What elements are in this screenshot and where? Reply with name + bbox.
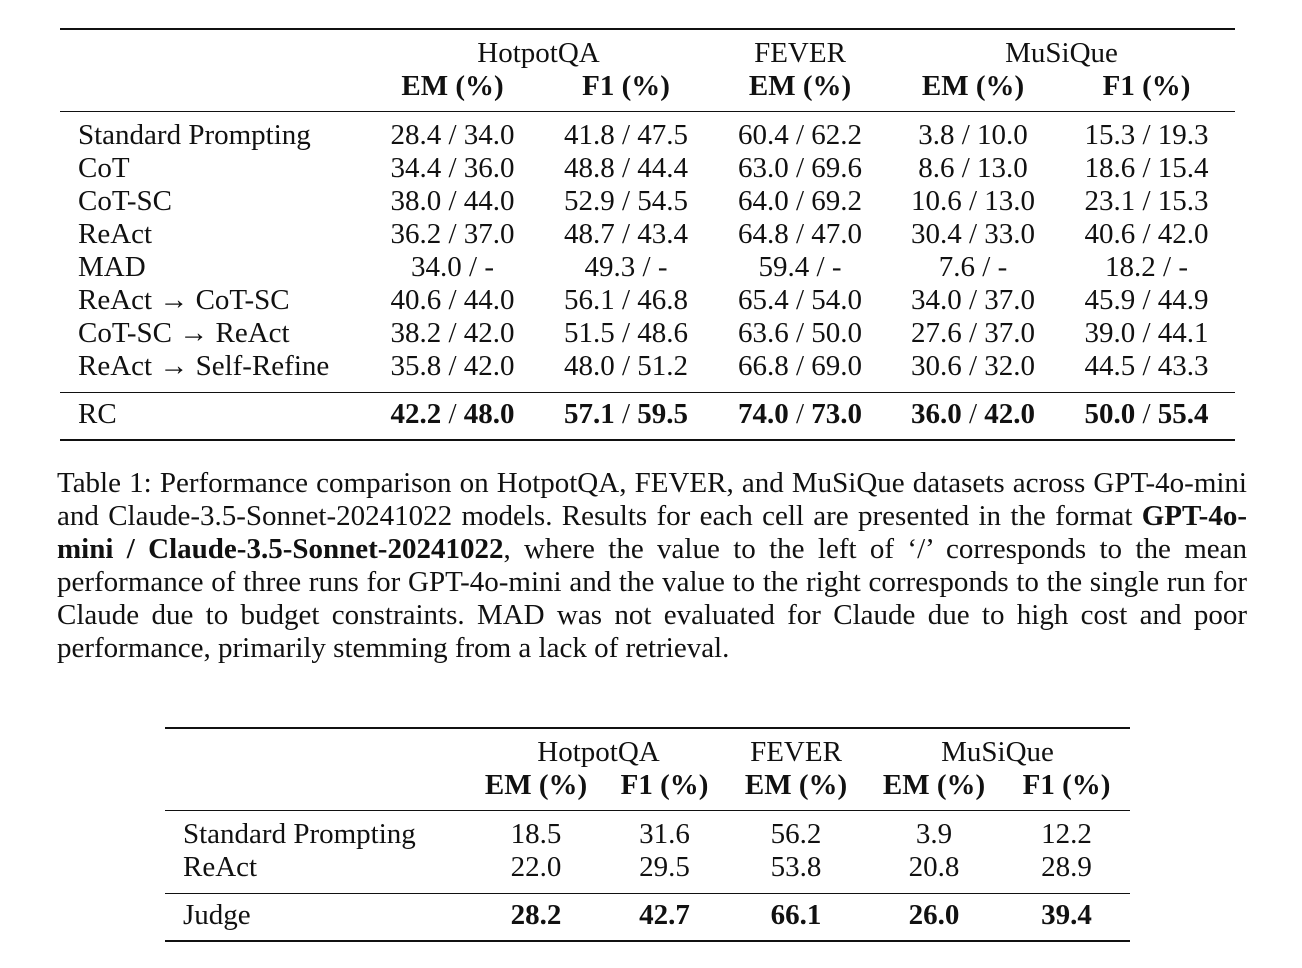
table-row bbox=[165, 811, 1130, 852]
table-1-subheader-row bbox=[60, 70, 1235, 112]
result-cell: 18.5 bbox=[510, 818, 562, 850]
table-row bbox=[165, 851, 1130, 894]
table-2-subheader-row bbox=[165, 769, 1130, 811]
result-cell: 40.6 / 44.0 bbox=[390, 284, 515, 316]
result-cell: 15.3 / 19.3 bbox=[1084, 119, 1209, 151]
table-row bbox=[60, 218, 1235, 251]
subheader-hotpotqa-em: EM (%) bbox=[401, 70, 504, 102]
group-header-musique: MuSiQue bbox=[1005, 37, 1118, 69]
result-cell: 27.6 / 37.0 bbox=[910, 317, 1036, 349]
table-row-rc bbox=[60, 393, 1235, 441]
result-cell: 63.6 / 50.0 bbox=[737, 317, 863, 349]
subheader-hotpotqa-em: EM (%) bbox=[484, 769, 588, 801]
gpt-value: 42.2 bbox=[390, 398, 442, 430]
header-spacer bbox=[165, 769, 470, 811]
method-name: CoT-SC bbox=[78, 185, 173, 217]
subheader-fever-em: EM (%) bbox=[744, 769, 848, 801]
gpt-value: 50.0 bbox=[1084, 398, 1136, 430]
claude-value: 73.0 bbox=[811, 398, 863, 430]
result-cell: 64.0 / 69.2 bbox=[737, 185, 863, 217]
result-cell: 44.5 / 43.3 bbox=[1084, 350, 1209, 382]
result-cell: 18.2 / - bbox=[1105, 251, 1188, 283]
result-cell: 30.4 / 33.0 bbox=[910, 218, 1036, 250]
result-cell: 38.0 / 44.0 bbox=[390, 185, 515, 217]
result-cell: 20.8 bbox=[908, 851, 960, 883]
result-cell: 51.5 / 48.6 bbox=[563, 317, 689, 349]
caption-format-bold: GPT-4o-mini / Claude-3.5-Sonnet-20241022 bbox=[57, 500, 1247, 565]
result-cell: 63.0 / 69.6 bbox=[737, 152, 863, 184]
result-cell: 66.1 bbox=[770, 899, 822, 931]
claude-value: 42.0 bbox=[984, 398, 1036, 430]
table-row bbox=[60, 284, 1235, 317]
result-cell: 38.2 / 42.0 bbox=[390, 317, 515, 349]
subheader-musique-f1: F1 (%) bbox=[1102, 70, 1191, 102]
table-1-group-header-row bbox=[60, 29, 1235, 70]
subheader-hotpotqa-f1: F1 (%) bbox=[620, 769, 709, 801]
result-cell: 30.6 / 32.0 bbox=[910, 350, 1036, 382]
result-cell: 12.2 bbox=[1041, 818, 1092, 850]
result-cell: 28.2 bbox=[510, 899, 562, 931]
table-row bbox=[60, 112, 1235, 153]
table-2-group-header-row bbox=[165, 728, 1130, 769]
group-header-musique: MuSiQue bbox=[941, 736, 1054, 768]
table-1 bbox=[60, 28, 1235, 441]
result-cell: 3.8 / 10.0 bbox=[918, 119, 1028, 151]
result-cell: 8.6 / 13.0 bbox=[918, 152, 1028, 184]
method-name: CoT-SC → ReAct bbox=[78, 317, 290, 349]
result-cell: 66.8 / 69.0 bbox=[737, 350, 863, 382]
result-cell: 53.8 bbox=[770, 851, 822, 883]
table-row bbox=[60, 185, 1235, 218]
subheader-musique-f1: F1 (%) bbox=[1022, 769, 1111, 801]
result-cell: 31.6 bbox=[639, 818, 690, 850]
method-name: Judge bbox=[183, 899, 251, 931]
result-cell: 36.0 / 42.0 bbox=[910, 398, 1036, 430]
result-cell: 48.8 / 44.4 bbox=[563, 152, 689, 184]
result-cell: 34.0 / - bbox=[411, 251, 494, 283]
table-row-judge bbox=[165, 894, 1130, 942]
result-cell: 49.3 / - bbox=[584, 251, 668, 283]
result-cell: 64.8 / 47.0 bbox=[737, 218, 863, 250]
result-cell: 40.6 / 42.0 bbox=[1084, 218, 1209, 250]
results-table-1 bbox=[60, 28, 1235, 441]
method-name: ReAct bbox=[183, 851, 258, 883]
caption-text-1: Table 1: Performance comparison on HotpotQA, FEVER, and MuSiQue datasets across GPT-4o-mini and Claude-3.5-Sonnet-20241022 models. Results for each cell are presented in the format bbox=[57, 467, 1247, 532]
result-cell: 65.4 / 54.0 bbox=[737, 284, 863, 316]
table-1-caption bbox=[57, 467, 1247, 665]
subheader-musique-em: EM (%) bbox=[882, 769, 986, 801]
result-cell: 42.2 / 48.0 bbox=[390, 398, 515, 430]
result-cell: 42.7 bbox=[639, 899, 690, 931]
result-cell: 39.0 / 44.1 bbox=[1084, 317, 1209, 349]
table-row bbox=[60, 152, 1235, 185]
method-name: Standard Prompting bbox=[78, 119, 311, 151]
group-header-hotpotqa: HotpotQA bbox=[537, 736, 660, 768]
claude-value: 59.5 bbox=[637, 398, 689, 430]
result-cell: 57.1 / 59.5 bbox=[563, 398, 689, 430]
claude-value: 55.4 bbox=[1157, 398, 1209, 430]
method-name: ReAct → Self-Refine bbox=[78, 350, 330, 382]
result-cell: 48.0 / 51.2 bbox=[563, 350, 689, 382]
result-cell: 60.4 / 62.2 bbox=[737, 119, 863, 151]
result-cell: 39.4 bbox=[1041, 899, 1092, 931]
subheader-fever-em: EM (%) bbox=[748, 70, 852, 102]
result-cell: 56.2 bbox=[770, 818, 822, 850]
method-name: CoT bbox=[78, 152, 130, 184]
result-cell: 50.0 / 55.4 bbox=[1084, 398, 1209, 430]
table-row bbox=[60, 251, 1235, 284]
method-name: MAD bbox=[78, 251, 146, 283]
table-row bbox=[60, 350, 1235, 393]
group-header-fever: FEVER bbox=[754, 37, 846, 69]
result-cell: 59.4 / - bbox=[758, 251, 842, 283]
result-cell: 28.4 / 34.0 bbox=[390, 119, 515, 151]
result-cell: 29.5 bbox=[639, 851, 690, 883]
result-cell: 74.0 / 73.0 bbox=[737, 398, 863, 430]
result-cell: 18.6 / 15.4 bbox=[1084, 152, 1209, 184]
table-2 bbox=[165, 727, 1130, 942]
gpt-value: 57.1 bbox=[563, 398, 615, 430]
result-cell: 23.1 / 15.3 bbox=[1084, 185, 1209, 217]
table-row bbox=[60, 317, 1235, 350]
result-cell: 48.7 / 43.4 bbox=[563, 218, 689, 250]
subheader-musique-em: EM (%) bbox=[921, 70, 1025, 102]
result-cell: 36.2 / 37.0 bbox=[390, 218, 515, 250]
result-cell: 22.0 bbox=[510, 851, 562, 883]
result-cell: 41.8 / 47.5 bbox=[563, 119, 689, 151]
group-header-fever: FEVER bbox=[750, 736, 842, 768]
result-cell: 10.6 / 13.0 bbox=[910, 185, 1036, 217]
header-spacer bbox=[165, 728, 470, 769]
subheader-hotpotqa-f1: F1 (%) bbox=[582, 70, 670, 102]
result-cell: 26.0 bbox=[908, 899, 960, 931]
header-spacer bbox=[60, 29, 365, 70]
method-name: ReAct bbox=[78, 218, 153, 250]
header-spacer bbox=[60, 70, 365, 112]
method-name: Standard Prompting bbox=[183, 818, 416, 850]
result-cell: 35.8 / 42.0 bbox=[390, 350, 515, 382]
result-cell: 34.0 / 37.0 bbox=[910, 284, 1036, 316]
results-table-2 bbox=[165, 727, 1130, 942]
method-name: RC bbox=[78, 398, 117, 430]
result-cell: 7.6 / - bbox=[938, 251, 1008, 283]
gpt-value: 74.0 bbox=[737, 398, 789, 430]
result-cell: 34.4 / 36.0 bbox=[390, 152, 515, 184]
result-cell: 3.9 bbox=[915, 818, 953, 850]
result-cell: 56.1 / 46.8 bbox=[563, 284, 689, 316]
result-cell: 28.9 bbox=[1041, 851, 1092, 883]
result-cell: 52.9 / 54.5 bbox=[563, 185, 689, 217]
method-name: ReAct → CoT-SC bbox=[78, 284, 290, 316]
gpt-value: 36.0 bbox=[910, 398, 962, 430]
claude-value: 48.0 bbox=[463, 398, 515, 430]
caption-text-2: , where the value to the left of ‘/’ corresponds to the mean performance of three runs for GPT-4o-mini and the value to the right corresponds to the single run for Claude due to budget constraints. MAD was not evaluated for Claude due to high cost and poor performance, primarily stemming from a lack of retrieval. bbox=[57, 533, 1247, 664]
group-header-hotpotqa: HotpotQA bbox=[477, 37, 600, 69]
result-cell: 45.9 / 44.9 bbox=[1084, 284, 1209, 316]
